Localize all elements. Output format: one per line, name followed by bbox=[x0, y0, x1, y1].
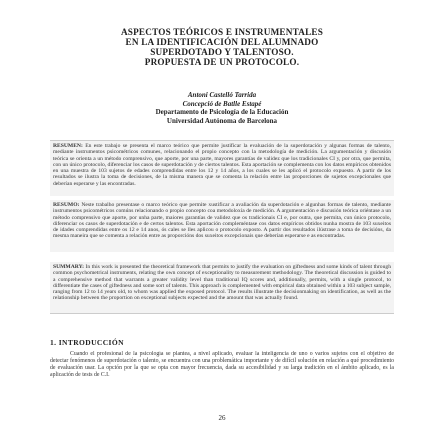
title-line-2: EN LA IDENTIFICACIÓN DEL ALUMNADO bbox=[125, 37, 319, 47]
abstract-english bbox=[50, 262, 394, 314]
abstract-spanish-label: RESUMEN: bbox=[53, 143, 83, 149]
author-university: Universidad Autónoma de Barcelona bbox=[166, 116, 278, 125]
abstract-galician-text: Neste trabalho presentase o marco teórico que permite xustificar a avaliación da superdotación e algunhas formas de talento, mediante instrumentos psicométricos comúns relacionando o propio concepto coa metodoloxía de medición. A argumentación e discusión teórica oriéntase a un método comprensivo que aporte, por unha parte, maiores garantías de validez que os tradicionais CI e, por outra, que permita, cun único protocolo, diferenciar os casos de superdotación e de certos talentos. Esta aportación compleméntase cos datos empíricos obtidos nunha mostra de 103 suxeitos de idades comprendidas entre os 12 e 14 anos, ós cales se lles aplicou o protocolo exposto. A partir dos resultados ilústrase a toma de decisións, da mesma maneira que se comenta a relación entre as proporcións dos suxeitos excepcionais que deberían esperarse e as encontradas. bbox=[53, 202, 391, 240]
abstract-english-label: SUMMARY: bbox=[53, 264, 84, 270]
abstract-galician bbox=[50, 200, 394, 252]
paper-title bbox=[60, 27, 384, 67]
author-block bbox=[110, 91, 334, 125]
page-number: 26 bbox=[218, 414, 226, 422]
abstract-english-text: In this work is presented the theoretical framework that permits to justify the evaluation on giftedness and some kinds of talent through common psychometrical instruments, relating the own concept of exceptionality to measurement methodology. The theoretical discussion is guided to a comprehensive method that warrants a greater validity level than traditional IQ scores and, additionally, permits, with a single protocol, to differentiate the cases of giftedness and some sort of talents. This approach is complemented with empirical data obtained within a 103 subject sample, ranging from 12 to 14 years old, to whom was applied the exposed protocol. The results illustrate the decisionmaking on identification, as well as the relationship between the proportion on exceptional subjects expected and the amount that was actually found. bbox=[53, 264, 391, 302]
title-line-1: ASPECTOS TEÓRICOS E INSTRUMENTALES bbox=[120, 27, 324, 37]
title-line-4: PROPUESTA DE UN PROTOCOLO. bbox=[144, 57, 300, 67]
section-body-text: Cuando el profesional de la psicología se plantea, a nivel aplicado, evaluar la inteligencia de uno o varios sujetos con el objetivo de detectar fenómenos de superdotación o talento, se encuentra con una problemática importante y de difícil solución en relación a qué procedimiento de evaluación usar. La opción por la que se opta con mayor frecuencia, dada su accesibilidad y su larga tradición en el ámbito aplicado, es la aplicación de tests de C.I. bbox=[50, 351, 394, 378]
title-line-3: SUPERDOTADO Y TALENTOSO. bbox=[150, 47, 294, 57]
author-name-2: Concepció de Batlle Estapé bbox=[182, 99, 262, 108]
section-body bbox=[50, 351, 394, 393]
abstract-spanish-text: En este trabajo se presenta el marco teórico que permite justificar la evaluación de la superdotación y algunas formas de talento, mediante instrumentos psicométricos comunes, relacionando el propio concepto con la metodología de medición. La argumentación y discusión teórica se orienta a un método comprensivo, que aporte, por una parte, mayores garantías de validez que los tradicionales CI y, por otra, que permita, con un único protocolo, diferenciar los casos de superdotación y de ciertos talentos. Esta aportación se complementa con los datos empíricos obtenidos en una muestra de 103 sujetos de edades comprendidas entre los 12 y 14 años, a los cuales se les aplicó el protocolo expuesto. A partir de los resultados se ilustra la toma de decisiones, de la misma manera que se comenta la relación entre las proporciones de sujetos excepcionales que deberían esperarse y las encontradas. bbox=[53, 143, 391, 187]
abstract-spanish bbox=[50, 140, 394, 196]
abstract-galician-label: RESUMO: bbox=[53, 202, 80, 208]
section-heading: 1. INTRODUCCIÓN bbox=[50, 338, 124, 347]
author-department: Departamento de Psicología de la Educación bbox=[155, 108, 289, 117]
author-name-1: Antoni Castelló Tarrida bbox=[187, 91, 257, 99]
